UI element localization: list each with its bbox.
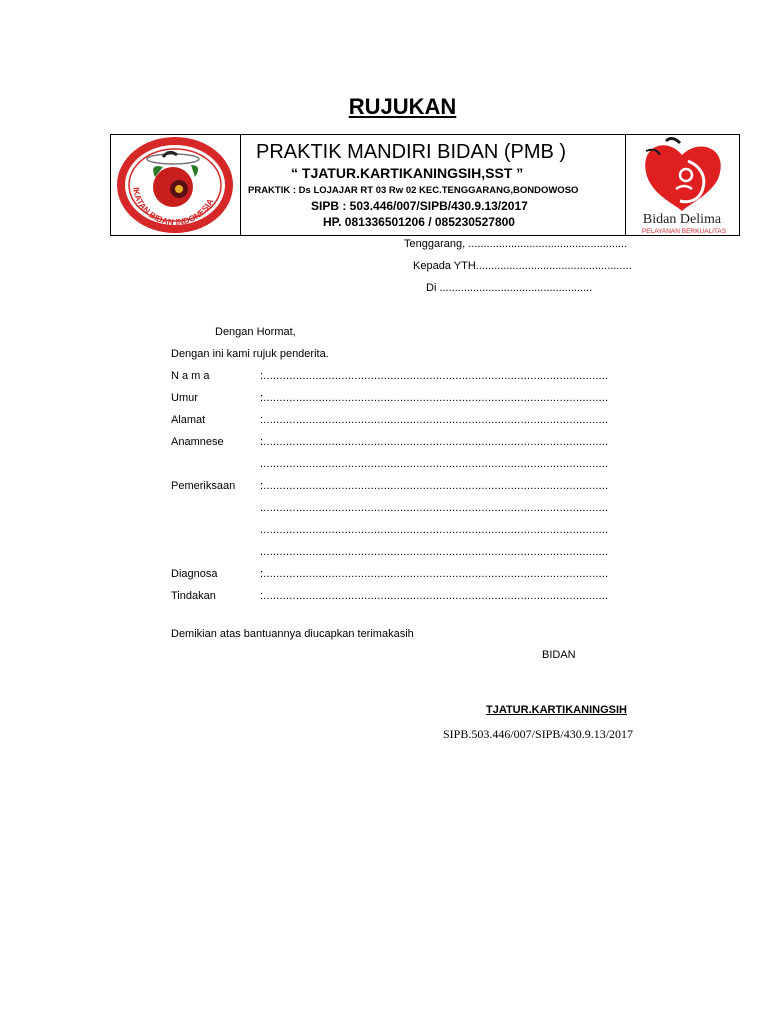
field-value-dotted-line: ........................................................................................................... <box>260 524 609 536</box>
field-value-dotted-line: :.......................................................................................................... <box>260 414 609 426</box>
signer-name: TJATUR.KARTIKANINGSIH <box>486 704 627 716</box>
page-title: RUJUKAN <box>348 94 457 119</box>
ibi-logo-text: IKATAN BIDAN INDONESIA <box>131 186 216 228</box>
bidan-delima-tagline: PELAYANAN BERKUALITAS <box>641 228 727 235</box>
field-label: Diagnosa <box>171 568 218 580</box>
bidan-delima-name: Bidan Delima <box>642 212 722 227</box>
field-value-dotted-line: :.......................................................................................................... <box>260 436 609 448</box>
field-label: Tindakan <box>171 590 216 602</box>
field-label: N a m a <box>171 370 210 382</box>
field-label: Umur <box>171 392 198 404</box>
field-label: Alamat <box>171 414 206 426</box>
bidan-delima-logo-icon <box>626 135 738 235</box>
practice-name: PRAKTIK MANDIRI BIDAN (PMB ) <box>256 141 567 163</box>
field-value-dotted-line: :.......................................................................................................... <box>260 480 609 492</box>
practice-phone: HP. 081336501206 / 085230527800 <box>323 215 515 229</box>
bidan-delima-logo-cell <box>625 135 739 235</box>
signer-role: BIDAN <box>542 649 576 661</box>
recipient-location-line: Di .................................................. <box>426 282 593 294</box>
field-value-dotted-line: ........................................................................................................... <box>260 458 609 470</box>
field-value-dotted-line: ........................................................................................................... <box>260 546 609 558</box>
field-label: Anamnese <box>171 436 224 448</box>
place-date-line: Tenggarang, .................................................... <box>404 238 628 250</box>
greeting: Dengan Hormat, <box>215 326 296 338</box>
field-value-dotted-line: ........................................................................................................... <box>260 502 609 514</box>
field-value-dotted-line: :.......................................................................................................... <box>260 370 609 382</box>
field-label: Pemeriksaan <box>171 480 236 492</box>
practice-owner: “ TJATUR.KARTIKANINGSIH,SST ” <box>291 165 524 181</box>
recipient-line: Kepada YTH................................................... <box>413 260 632 272</box>
signer-sipb: SIPB.503.446/007/SIPB/430.9.13/2017 <box>443 727 634 741</box>
practice-sipb: SIPB : 503.446/007/SIPB/430.9.13/2017 <box>311 199 528 213</box>
field-value-dotted-line: :.......................................................................................................... <box>260 392 609 404</box>
letterhead <box>110 134 740 236</box>
field-value-dotted-line: :.......................................................................................................... <box>260 568 609 580</box>
practice-address: PRAKTIK : Ds LOJAJAR RT 03 Rw 02 KEC.TENGGARANG,BONDOWOSO <box>248 185 579 196</box>
ibi-logo-cell <box>111 135 241 235</box>
intro-text: Dengan ini kami rujuk penderita. <box>171 348 329 360</box>
field-value-dotted-line: :.......................................................................................................... <box>260 590 609 602</box>
ibi-logo-icon <box>111 135 239 235</box>
closing-text: Demikian atas bantuannya diucapkan terimakasih <box>171 628 414 640</box>
